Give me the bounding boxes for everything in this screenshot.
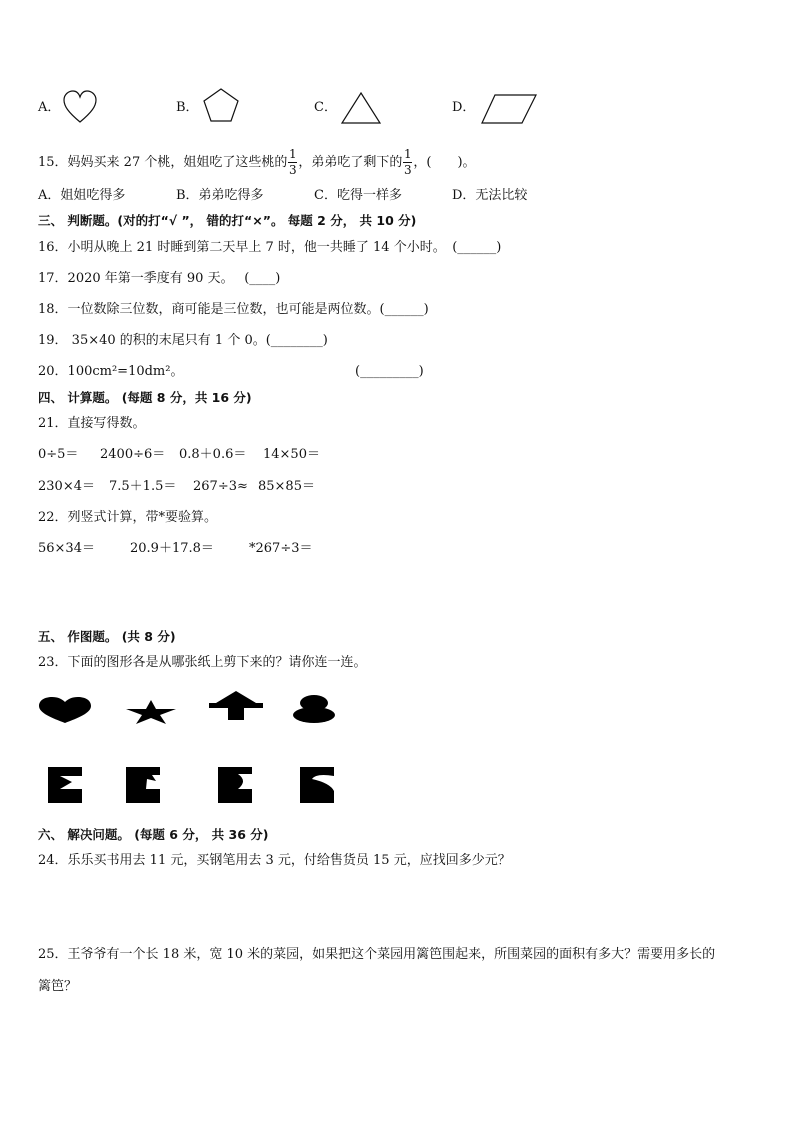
question-23-title: 23．下面的图形各是从哪张纸上剪下来的？请你连一连。 [38,655,367,670]
calc-item: 7.5＋1.5＝ [109,479,177,494]
heart-outline-icon [62,90,98,124]
option-b-label: B． [176,100,199,115]
q15-text-a: 15．妈妈买来 27 个桃，姐姐吃了这些桃的 [38,155,288,170]
triangle-outline-icon [341,92,381,124]
numerator: 1 [289,147,297,161]
arrow-shape-icon [208,691,264,721]
question-22-title: 22．列竖式计算，带*要验算。 [38,510,218,525]
calc-item: 56×34＝ [38,541,95,556]
paper-cut-1-icon [48,767,82,803]
question-16: 16．小明从晚上 21 时睡到第二天早上 7 时，他一共睡了 14 个小时。 (______) [38,240,502,255]
calc-item: 85×85＝ [258,479,315,494]
option-d-label: D． [452,100,476,115]
star-shape-icon [125,700,177,724]
fraction-one-third [288,148,297,177]
denominator: 3 [289,163,297,177]
question-21-title: 21．直接写得数。 [38,416,146,431]
section-6-heading: 六、 解决问题。 (每题 6 分， 共 36 分) [38,827,269,842]
paper-cut-3-icon [218,767,252,803]
section-5-heading: 五、 作图题。 (共 8 分) [38,629,176,644]
question-25-line-2: 篱笆？ [38,979,78,994]
question-20-blank: (_________) [355,364,424,379]
numerator: 1 [404,147,412,161]
q15-text-b: ，弟弟吃了剩下的 [298,155,403,170]
question-24: 24．乐乐买书用去 11 元，买钢笔用去 3 元，付给售货员 15 元，应找回多少元？ [38,853,511,868]
question-25-line-1: 25．王爷爷有一个长 18 米，宽 10 米的菜园，如果把这个菜园用篱笆围起来，所围菜园的面积有多大？需要用多长的 [38,947,716,962]
fraction-one-third [403,148,412,177]
calc-item: *267÷3＝ [249,541,313,556]
option-a-label: A． [38,100,61,115]
heart-shape-icon [38,696,92,724]
calc-item: 0÷5＝ [38,447,79,462]
denominator: 3 [404,163,412,177]
pentagon-outline-icon [203,88,239,122]
calc-item: 230×4＝ [38,479,95,494]
q15-option-c: C．吃得一样多 [314,188,402,203]
q15-option-b: B．弟弟吃得多 [176,188,264,203]
question-17: 17．2020 年第一季度有 90 天。 (____) [38,271,281,286]
q15-option-a: A．姐姐吃得多 [38,188,126,203]
question-15 [38,148,476,177]
option-c-label: C． [314,100,337,115]
paper-cut-2-icon [126,767,160,803]
q15-text-c: ，( )。 [413,155,476,170]
calc-item: 267÷3≈ [193,479,248,494]
calc-item: 2400÷6＝ [100,447,166,462]
blob-shape-icon [292,694,336,724]
question-20: 20．100cm²=10dm²。 [38,364,184,379]
calc-item: 20.9＋17.8＝ [130,541,214,556]
paper-cut-4-icon [300,767,334,803]
parallelogram-outline-icon [481,94,537,124]
question-19: 19． 35×40 的积的末尾只有 1 个 0。(________) [38,333,328,348]
question-18: 18．一位数除三位数，商可能是三位数，也可能是两位数。(______) [38,302,429,317]
section-3-heading: 三、 判断题。(对的打“√ ”， 错的打“×”。 每题 2 分， 共 10 分) [38,213,417,228]
q15-option-d: D．无法比较 [452,188,528,203]
section-4-heading: 四、 计算题。 (每题 8 分，共 16 分) [38,390,252,405]
calc-item: 14×50＝ [263,447,320,462]
calc-item: 0.8＋0.6＝ [179,447,247,462]
